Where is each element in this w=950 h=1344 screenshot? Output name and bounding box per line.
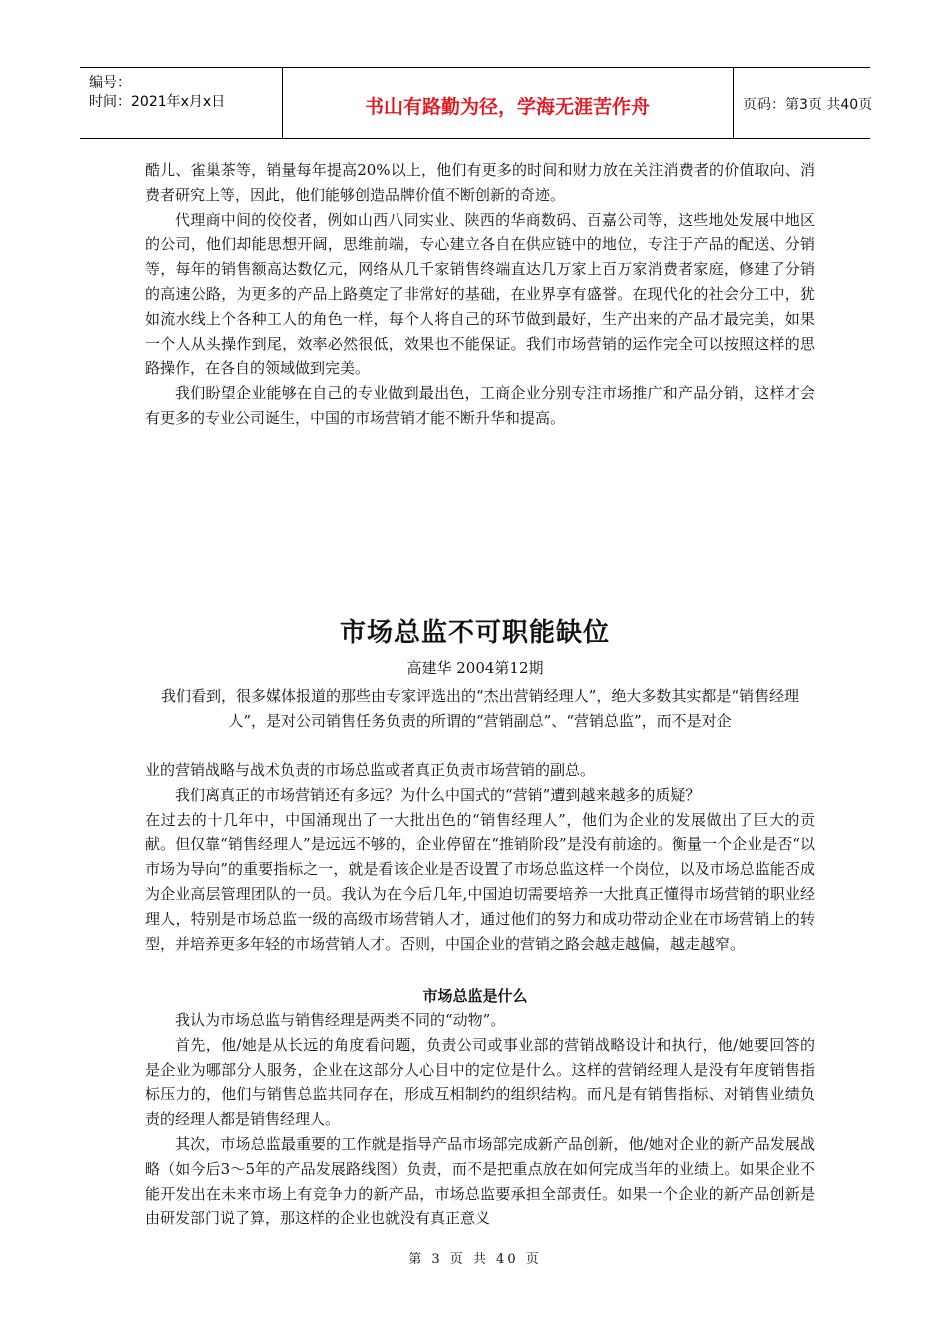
- question-paragraph: 我们离真正的市场营销还有多远？为什么中国式的“营销”遭到越来越多的质疑？: [175, 785, 701, 804]
- header-page-cell: [733, 68, 873, 138]
- lead-continuation: 业的营销战略与战术负责的市场总监或者真正负责市场营销的副总。: [145, 761, 596, 779]
- header-motto-cell: [282, 68, 734, 138]
- article-title: 市场总监不可职能缺位: [339, 618, 610, 648]
- document-header: [80, 67, 873, 139]
- article-paragraph-4: 其次，市场总监最重要的工作就是指导产品市场部完成新产品创新，他/她对企业的新产品发展战略（如今后3～5年的产品发展路线图）负责，而不是把重点放在如何完成当年的业绩上。如果企业不能开发出在未来市场上有竞争力的新产品，市场总监要承担全部责任。如果一个企业的新产品创新是由研发部门说了算，那这样的企业也就没有真正意义: [145, 1134, 815, 1228]
- article-body-bottom: [145, 1008, 815, 1231]
- article-paragraph-3: 首先，他/她是从长远的角度看问题，负责公司或事业部的营销战略设计和执行，他/她要回答的是企业为哪部分人服务，企业在这部分人心目中的定位是什么。这样的营销经理人是没有年度销售指标压力的，他们与销售总监共同存在，形成互相制约的组织结构。而凡是有销售指标、对销售业绩负责的经理人都是销售经理人。: [145, 1035, 815, 1129]
- header-motto: 书山有路勤为径，学海无涯苦作舟: [364, 96, 650, 118]
- article-paragraph-2: 我认为市场总监与销售经理是两类不同的“动物”。: [175, 1011, 506, 1029]
- intro-section: [145, 158, 815, 431]
- article-paragraph-1: 在过去的十几年中，中国涌现出了一大批出色的“销售经理人”，他们为企业的发展做出了巨大的贡献。但仅靠“销售经理人”是远远不够的，企业停留在“推销阶段”是没有前途的。衡量一个企业是否“以市场为导向”的重要指标之一，就是看该企业是否设置了市场总监这样一个岗位，以及市场总监能否成为企业高层管理团队的一员。我认为在今后几年,中国迫切需要培养一大批真正懂得市场营销的职业经理人，特别是市场总监一级的高级市场营销人才，通过他们的努力和成功带动企业在市场营销上的转型，并培养更多年轻的市场营销人才。否则，中国企业的营销之路会越走越偏，越走越窄。: [145, 810, 815, 953]
- intro-paragraph-2: 代理商中间的佼佼者，例如山西八同实业、陕西的华商数码、百嘉公司等，这些地处发展中地区的公司，他们却能思想开阔，思维前端，专心建立各自在供应链中的地位，专注于产品的配送、分销等，每年的销售额高达数亿元，网络从几千家销售终端直达几万家上百万家消费者家庭，修建了分销的高速公路，为更多的产品上路奠定了非常好的基础，在业界享有盛誉。在现代化的社会分工中，犹如流水线上个各种工人的角色一样，每个人将自己的环节做到最好，生产出来的产品才最完美，如果一个人从头操作到尾，效率必然很低，效果也不能保证。我们市场营销的运作完全可以按照这样的思路操作，在各自的领域做到完美。: [145, 210, 815, 378]
- doc-date-label: 时间：2021年x月x日: [89, 94, 226, 110]
- header-page-info: 页码：第3页 共40页: [743, 97, 873, 113]
- article-lead: 我们看到，很多媒体报道的那些由专家评选出的“杰出营销经理人”，绝大多数其实都是“销售经理人”，是对公司销售任务负责的所谓的“营销副总”、“营销总监”，而不是对企: [160, 687, 799, 730]
- section-heading: 市场总监是什么: [422, 987, 528, 1005]
- article-body-top: [145, 758, 815, 956]
- doc-id-label: 编号：: [89, 75, 131, 91]
- header-info-cell: [80, 68, 283, 138]
- article-byline: 高建华 2004第12期: [406, 659, 544, 677]
- intro-paragraph-1: 酷儿、雀巢茶等，销量每年提高20%以上，他们有更多的时间和财力放在关注消费者的价值取向、消费者研究上等，因此，他们能够创造品牌价值不断创新的奇迹。: [145, 161, 815, 204]
- intro-paragraph-3: 我们盼望企业能够在自己的专业做到最出色，工商企业分别专注市场推广和产品分销，这样才会有更多的专业公司诞生，中国的市场营销才能不断升华和提高。: [145, 384, 815, 427]
- page-footer: 第 3 页 共 40 页: [408, 1252, 542, 1267]
